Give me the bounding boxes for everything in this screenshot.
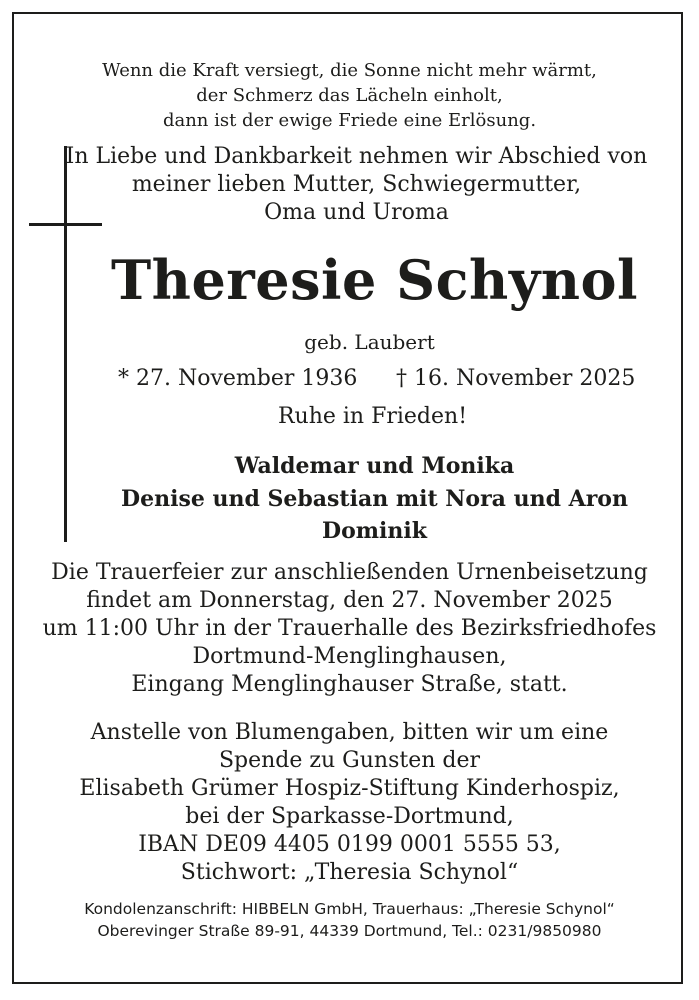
mourner-line-1: Waldemar und Monika [234, 453, 515, 479]
service-line-3: um 11:00 Uhr in der Trauerhalle des Bezirksfriedhofes [42, 616, 657, 641]
motto-line-3: dann ist der ewige Friede eine Erlösung. [162, 110, 537, 131]
donation-iban: IBAN DE09 4405 0199 0001 5555 53, [138, 832, 561, 857]
service-line-5: Eingang Menglinghauser Straße, statt. [131, 672, 568, 697]
deceased-name: Theresie Schynol [111, 248, 638, 312]
donation-keyword: Stichwort: „Theresia Schynol“ [180, 860, 519, 885]
mourner-line-2: Denise und Sebastian mit Nora und Aron [121, 486, 628, 512]
service-line-2: findet am Donnerstag, den 27. November 2025 [86, 588, 613, 613]
condolence-line-2: Oberevinger Straße 89-91, 44339 Dortmund, Tel.: 0231/9850980 [97, 922, 602, 940]
donation-line-2: Spende zu Gunsten der [218, 748, 481, 773]
donation-line-1: Anstelle von Blumengaben, bitten wir um eine [90, 720, 609, 745]
intro-line-1: In Liebe und Dankbarkeit nehmen wir Abschied von [65, 144, 648, 169]
service-line-1: Die Trauerfeier zur anschließenden Urnenbeisetzung [51, 560, 648, 585]
donation-line-4: bei der Sparkasse-Dortmund, [185, 804, 514, 829]
birth-name: geb. Laubert [304, 330, 435, 354]
service-line-4: Dortmund-Menglinghausen, [192, 644, 507, 669]
donation-line-3: Elisabeth Grümer Hospiz-Stiftung Kinderhospiz, [79, 776, 620, 801]
intro-line-3: Oma und Uroma [264, 200, 449, 225]
mourner-line-3: Dominik [322, 518, 427, 544]
motto-line-1: Wenn die Kraft versiegt, die Sonne nicht mehr wärmt, [102, 60, 597, 81]
farewell-line: Ruhe in Frieden! [277, 404, 468, 429]
condolence-line-1: Kondolenzanschrift: HIBBELN GmbH, Trauerhaus: „Theresie Schynol“ [84, 900, 615, 918]
death-date: † 16. November 2025 [396, 366, 636, 391]
intro-line-2: meiner lieben Mutter, Schwiegermutter, [131, 172, 582, 197]
birth-date: * 27. November 1936 [118, 366, 358, 391]
motto-line-2: der Schmerz das Lächeln einholt, [196, 85, 503, 106]
